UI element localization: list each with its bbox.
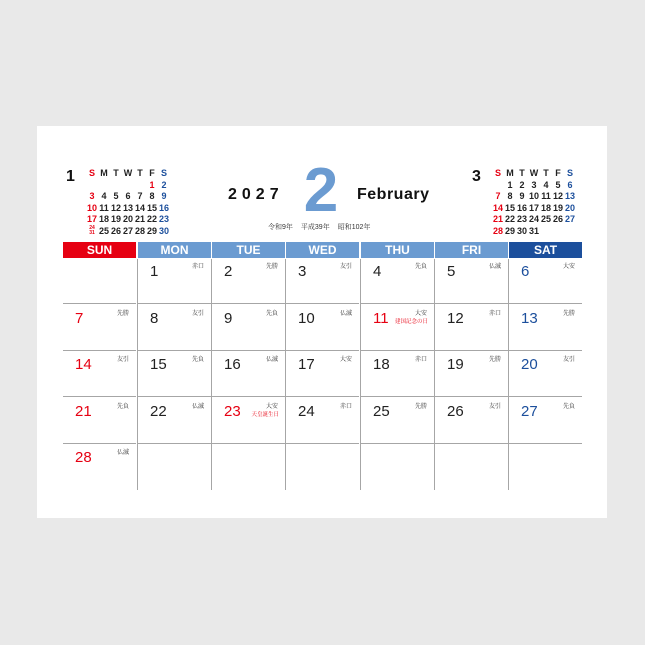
rokuyo-label: 先負: [414, 264, 427, 270]
day-cell[interactable]: [63, 399, 136, 444]
mini-calendar-grid: [86, 168, 170, 237]
mini-day: 18: [540, 202, 551, 213]
day-number: 23: [224, 402, 241, 420]
day-cell[interactable]: [138, 259, 211, 304]
day-cell[interactable]: [138, 306, 211, 351]
mini-day: 18: [98, 214, 109, 224]
mini-day: 27: [564, 214, 575, 224]
day-cell[interactable]: [509, 259, 582, 304]
weekday-header-tue: TUE: [212, 242, 285, 258]
mini-month-number: 3: [472, 168, 481, 185]
day-cell[interactable]: [361, 399, 434, 444]
day-cell: [435, 445, 508, 490]
mini-day: 23: [158, 214, 169, 224]
rokuyo-label: 大安: [339, 357, 352, 363]
mini-day: 30: [516, 225, 527, 236]
mini-day: 24: [528, 214, 539, 224]
rokuyo-label: 赤口: [191, 264, 204, 270]
day-number: 20: [521, 356, 538, 373]
mini-day: [564, 226, 576, 238]
day-cell[interactable]: [361, 306, 434, 351]
mini-day: 3: [89, 191, 95, 201]
mini-day: 10: [528, 191, 539, 201]
era-reiwa: 令和9年: [268, 224, 293, 231]
mini-day: 10: [86, 202, 97, 213]
day-number: 27: [521, 402, 538, 420]
mini-day: [552, 226, 564, 238]
day-cell[interactable]: [138, 399, 211, 444]
mini-day: 7: [495, 191, 501, 201]
rokuyo-label: 仏滅: [339, 310, 352, 317]
day-number: 25: [373, 402, 390, 420]
day-number: 3: [298, 263, 307, 280]
mini-day: 2: [161, 179, 167, 190]
mini-day: 17: [528, 202, 539, 213]
mini-day: 26: [552, 214, 563, 224]
mini-day: 12: [110, 202, 121, 213]
mini-day: [86, 180, 98, 192]
rokuyo-label: 赤口: [339, 403, 352, 410]
mini-day: 7: [137, 191, 143, 201]
day-cell[interactable]: [361, 259, 434, 304]
rokuyo-label: 仏滅: [191, 403, 204, 410]
day-cell[interactable]: [63, 352, 136, 397]
weekday-header-thu: THU: [361, 242, 434, 258]
day-cell[interactable]: [435, 399, 508, 444]
day-number: 28: [75, 449, 92, 466]
day-cell[interactable]: [212, 306, 285, 351]
mini-day: 9: [161, 191, 167, 201]
mini-weekday-label: W: [123, 168, 133, 178]
day-cell[interactable]: [63, 445, 136, 490]
day-number: 14: [75, 356, 92, 373]
month-number: 2: [303, 156, 339, 225]
day-cell[interactable]: [286, 352, 359, 397]
day-number: 4: [373, 263, 382, 280]
day-number: 26: [447, 402, 464, 420]
day-cell[interactable]: [63, 306, 136, 351]
mini-day: 12: [552, 191, 563, 201]
day-number: 9: [224, 309, 233, 327]
mini-day: 27: [122, 225, 133, 236]
mini-day: 31: [528, 225, 539, 236]
day-cell: [286, 445, 359, 490]
rokuyo-label: 友引: [339, 264, 352, 270]
rokuyo-label: 先勝: [562, 310, 575, 317]
day-cell[interactable]: [361, 352, 434, 397]
mini-day: 9: [519, 191, 525, 201]
mini-day: 22: [504, 214, 515, 224]
mini-day: 5: [555, 179, 561, 190]
rokuyo-label: 先勝: [116, 310, 129, 317]
mini-day: 1: [507, 179, 513, 190]
mini-day: 16: [158, 202, 169, 213]
rokuyo-label: 先負: [116, 403, 129, 410]
mini-day: 28: [492, 225, 503, 236]
mini-weekday-label: S: [88, 168, 95, 178]
day-cell[interactable]: [286, 259, 359, 304]
mini-day: [492, 180, 504, 192]
mini-day: 29: [504, 225, 515, 236]
mini-day: 14: [492, 202, 503, 213]
day-number: 6: [521, 263, 530, 280]
era-heisei: 平成39年: [300, 224, 330, 231]
day-cell[interactable]: [286, 399, 359, 444]
mini-weekday-label: W: [529, 168, 539, 178]
rokuyo-label: 友引: [191, 310, 204, 317]
weekday-header-fri: FRI: [435, 242, 508, 258]
rokuyo-label: 大安: [562, 264, 575, 270]
mini-day: 20: [564, 202, 575, 213]
day-cell[interactable]: [138, 352, 211, 397]
mini-day: 29: [146, 225, 157, 236]
day-number: 13: [521, 309, 538, 327]
day-cell[interactable]: [212, 259, 285, 304]
day-cell[interactable]: [212, 399, 285, 444]
mini-day: 8: [149, 191, 155, 201]
mini-day: 14: [134, 202, 145, 213]
mini-weekday-label: F: [555, 168, 561, 178]
mini-day: 4: [101, 191, 107, 201]
mini-weekday-label: M: [506, 168, 514, 178]
mini-day: 24 31: [89, 224, 95, 236]
day-cell[interactable]: [509, 399, 582, 444]
mini-day: [110, 180, 122, 192]
day-cell[interactable]: [509, 352, 582, 397]
day-number: 21: [75, 402, 92, 420]
mini-day: 19: [552, 202, 563, 213]
year-label: 2027: [228, 186, 284, 203]
mini-day: [134, 180, 146, 192]
day-number: 5: [447, 263, 456, 280]
era-years: [268, 222, 378, 232]
mini-weekday-label: S: [566, 168, 573, 178]
day-number: 10: [298, 309, 315, 327]
day-cell: [509, 445, 582, 490]
rokuyo-label: 友引: [562, 357, 575, 363]
mini-weekday-label: T: [543, 168, 549, 178]
day-cell: [138, 445, 211, 490]
weekday-header-mon: MON: [138, 242, 211, 258]
mini-day: 8: [507, 191, 513, 201]
rokuyo-label: 先勝: [414, 403, 427, 410]
mini-day: 13: [122, 202, 133, 213]
era-showa: 昭和102年: [337, 224, 371, 231]
day-number: 7: [75, 309, 84, 327]
mini-day: [540, 226, 552, 238]
mini-day: 15: [146, 202, 157, 213]
day-number: 8: [150, 309, 159, 327]
day-cell[interactable]: [509, 306, 582, 351]
weekday-header-wed: WED: [286, 242, 359, 258]
day-cell[interactable]: [435, 352, 508, 397]
rokuyo-label: 友引: [488, 403, 501, 410]
mini-month-number: 1: [66, 168, 75, 185]
rokuyo-label: 大安: [265, 403, 278, 410]
mini-day: 5: [113, 191, 119, 201]
rokuyo-label: 先負: [191, 357, 204, 363]
mini-day: 11: [99, 202, 109, 213]
day-number: 12: [447, 309, 464, 327]
day-cell[interactable]: [286, 306, 359, 351]
mini-day: 4: [543, 179, 549, 190]
weekday-header-sun: SUN: [63, 242, 136, 258]
mini-day: 17: [86, 214, 97, 224]
holiday-label: 天皇誕生日: [251, 411, 279, 418]
day-cell[interactable]: [212, 352, 285, 397]
mini-day: 25: [540, 214, 551, 224]
mini-calendar-grid: [492, 168, 576, 237]
rokuyo-label: 赤口: [414, 357, 427, 363]
mini-day: 2: [519, 179, 525, 190]
mini-weekday-label: M: [100, 168, 108, 178]
rokuyo-label: 仏滅: [488, 264, 501, 270]
mini-weekday-label: T: [137, 168, 143, 178]
mini-day: 19: [110, 214, 121, 224]
day-number: 24: [298, 402, 315, 420]
mini-day: 30: [158, 225, 169, 236]
day-cell[interactable]: [435, 306, 508, 351]
mini-day: 21: [492, 214, 503, 224]
day-cell: [63, 259, 136, 304]
mini-weekday-label: S: [494, 168, 501, 178]
mini-day: 1: [149, 179, 155, 190]
day-number: 17: [298, 356, 315, 373]
mini-weekday-label: S: [160, 168, 167, 178]
mini-day: 3: [531, 179, 537, 190]
month-name: February: [357, 186, 430, 203]
mini-day: 26: [110, 225, 121, 236]
mini-day: 6: [567, 179, 573, 190]
rokuyo-label: 先負: [562, 403, 575, 410]
mini-day: 28: [134, 225, 145, 236]
day-number: 1: [150, 263, 159, 280]
rokuyo-label: 大安: [414, 310, 427, 317]
mini-day: 25: [98, 225, 109, 236]
day-number: 22: [150, 402, 167, 420]
mini-day: [122, 180, 134, 192]
rokuyo-label: 仏滅: [265, 357, 278, 363]
rokuyo-label: 先勝: [488, 357, 501, 363]
mini-weekday-label: F: [149, 168, 155, 178]
mini-weekday-label: T: [519, 168, 525, 178]
mini-day: 16: [516, 202, 527, 213]
rokuyo-label: 赤口: [488, 310, 501, 317]
day-number: 2: [224, 263, 233, 280]
day-number: 18: [373, 356, 390, 373]
rokuyo-label: 友引: [116, 357, 129, 363]
day-number: 11: [373, 309, 389, 327]
day-cell: [212, 445, 285, 490]
mini-day: 23: [516, 214, 527, 224]
mini-day: [98, 180, 110, 192]
day-number: 16: [224, 356, 241, 373]
mini-day: 20: [122, 214, 133, 224]
rokuyo-label: 先負: [265, 310, 278, 317]
rokuyo-label: 先勝: [265, 264, 278, 270]
weekday-header-sat: SAT: [509, 242, 582, 258]
mini-day: 15: [504, 202, 515, 213]
day-number: 19: [447, 356, 464, 373]
holiday-label: 建国記念の日: [394, 318, 428, 325]
mini-day: 22: [146, 214, 157, 224]
rokuyo-label: 仏滅: [116, 450, 129, 456]
mini-day: 6: [125, 191, 131, 201]
mini-day: 13: [564, 191, 575, 201]
mini-day: 11: [541, 191, 551, 201]
mini-day: 21: [134, 214, 145, 224]
day-number: 15: [150, 356, 167, 373]
day-cell: [361, 445, 434, 490]
day-cell[interactable]: [435, 259, 508, 304]
mini-weekday-label: T: [113, 168, 119, 178]
